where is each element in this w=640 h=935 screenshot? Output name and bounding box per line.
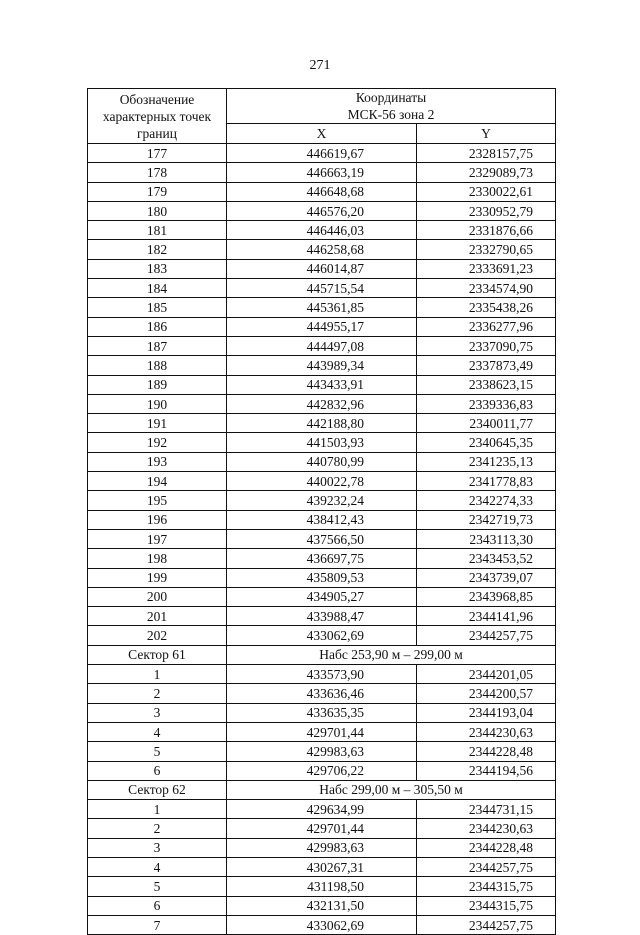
x-header: X (227, 124, 417, 144)
x-cell: 443433,91 (227, 375, 417, 394)
table-row (88, 201, 556, 220)
point-cell: 1 (88, 800, 227, 819)
table-row (88, 819, 556, 838)
y-cell: 2341235,13 (417, 452, 556, 471)
y-cell: 2337090,75 (417, 336, 556, 355)
table-row (88, 452, 556, 471)
y-cell: 2344731,15 (417, 800, 556, 819)
y-cell: 2333691,23 (417, 259, 556, 278)
table-row (88, 800, 556, 819)
sector-label: Сектор 61 (88, 645, 227, 664)
y-cell: 2330022,61 (417, 182, 556, 201)
x-cell: 446663,19 (227, 163, 417, 182)
point-cell: 190 (88, 394, 227, 413)
sector-altitude: Набс 299,00 м – 305,50 м (227, 780, 556, 799)
point-cell: 189 (88, 375, 227, 394)
y-cell: 2331876,66 (417, 221, 556, 240)
table-row (88, 838, 556, 857)
y-cell: 2343453,52 (417, 549, 556, 568)
y-cell: 2344228,48 (417, 742, 556, 761)
x-cell: 429701,44 (227, 722, 417, 741)
x-cell: 432131,50 (227, 896, 417, 915)
x-cell: 442832,96 (227, 394, 417, 413)
point-cell: 6 (88, 761, 227, 780)
y-cell: 2344315,75 (417, 896, 556, 915)
y-cell: 2344257,75 (417, 857, 556, 876)
x-cell: 433573,90 (227, 665, 417, 684)
coordinates-header (227, 89, 556, 124)
point-cell: 3 (88, 838, 227, 857)
sector-label: Сектор 62 (88, 780, 227, 799)
table-row (88, 761, 556, 780)
point-cell: 196 (88, 510, 227, 529)
x-cell: 441503,93 (227, 433, 417, 452)
point-cell: 200 (88, 587, 227, 606)
x-cell: 429634,99 (227, 800, 417, 819)
point-cell: 6 (88, 896, 227, 915)
point-cell: 5 (88, 742, 227, 761)
point-cell: 180 (88, 201, 227, 220)
y-cell: 2328157,75 (417, 144, 556, 163)
table-row (88, 915, 556, 934)
x-cell: 433062,69 (227, 915, 417, 934)
y-header: Y (417, 124, 556, 144)
sector-row (88, 780, 556, 799)
x-cell: 440780,99 (227, 452, 417, 471)
point-cell: 7 (88, 915, 227, 934)
point-cell: 2 (88, 819, 227, 838)
y-cell: 2344230,63 (417, 819, 556, 838)
point-cell: 184 (88, 279, 227, 298)
point-cell: 193 (88, 452, 227, 471)
point-cell: 181 (88, 221, 227, 240)
table-row (88, 240, 556, 259)
x-cell: 444497,08 (227, 336, 417, 355)
x-cell: 433988,47 (227, 607, 417, 626)
point-cell: 195 (88, 491, 227, 510)
x-cell: 429983,63 (227, 742, 417, 761)
x-cell: 446619,67 (227, 144, 417, 163)
table-row (88, 703, 556, 722)
table-row (88, 298, 556, 317)
table-row (88, 722, 556, 741)
y-cell: 2344141,96 (417, 607, 556, 626)
point-cell: 2 (88, 684, 227, 703)
x-cell: 436697,75 (227, 549, 417, 568)
table-row (88, 414, 556, 433)
table-row (88, 684, 556, 703)
sector-row (88, 645, 556, 664)
table-row (88, 375, 556, 394)
table-row (88, 317, 556, 336)
x-cell: 429701,44 (227, 819, 417, 838)
table-row (88, 587, 556, 606)
point-cell: 182 (88, 240, 227, 259)
point-cell: 178 (88, 163, 227, 182)
x-cell: 445361,85 (227, 298, 417, 317)
coordinate-system: МСК-56 зона 2 (347, 107, 435, 122)
point-cell: 186 (88, 317, 227, 336)
point-cell: 199 (88, 568, 227, 587)
point-cell: 192 (88, 433, 227, 452)
table-row (88, 510, 556, 529)
table-row (88, 336, 556, 355)
point-cell: 194 (88, 472, 227, 491)
table-row (88, 491, 556, 510)
point-cell: 4 (88, 722, 227, 741)
y-cell: 2344230,63 (417, 722, 556, 741)
y-cell: 2344194,56 (417, 761, 556, 780)
point-cell: 187 (88, 336, 227, 355)
table-row (88, 742, 556, 761)
point-cell: 188 (88, 356, 227, 375)
x-cell: 446258,68 (227, 240, 417, 259)
y-cell: 2344257,75 (417, 915, 556, 934)
x-cell: 434905,27 (227, 587, 417, 606)
y-cell: 2344315,75 (417, 877, 556, 896)
x-cell: 446648,68 (227, 182, 417, 201)
table-row (88, 356, 556, 375)
y-cell: 2340011,77 (417, 414, 556, 433)
x-cell: 444955,17 (227, 317, 417, 336)
table-row (88, 221, 556, 240)
x-cell: 446576,20 (227, 201, 417, 220)
table-row (88, 626, 556, 645)
page-number: 271 (309, 58, 331, 73)
y-cell: 2344257,75 (417, 626, 556, 645)
x-cell: 431198,50 (227, 877, 417, 896)
y-cell: 2342274,33 (417, 491, 556, 510)
y-cell: 2344200,57 (417, 684, 556, 703)
x-cell: 437566,50 (227, 529, 417, 548)
y-cell: 2342719,73 (417, 510, 556, 529)
table-row (88, 568, 556, 587)
x-cell: 430267,31 (227, 857, 417, 876)
sector-altitude: Набс 253,90 м – 299,00 м (227, 645, 556, 664)
y-cell: 2332790,65 (417, 240, 556, 259)
x-cell: 442188,80 (227, 414, 417, 433)
y-cell: 2338623,15 (417, 375, 556, 394)
y-cell: 2344228,48 (417, 838, 556, 857)
x-cell: 438412,43 (227, 510, 417, 529)
y-cell: 2337873,49 (417, 356, 556, 375)
y-cell: 2341778,83 (417, 472, 556, 491)
y-cell: 2339336,83 (417, 394, 556, 413)
point-cell: 177 (88, 144, 227, 163)
x-cell: 446014,87 (227, 259, 417, 278)
y-cell: 2343739,07 (417, 568, 556, 587)
point-cell: 183 (88, 259, 227, 278)
coordinates-title: Координаты (355, 90, 427, 105)
table-row (88, 529, 556, 548)
table-row (88, 857, 556, 876)
x-cell: 433635,35 (227, 703, 417, 722)
point-cell: 1 (88, 665, 227, 684)
y-cell: 2343968,85 (417, 587, 556, 606)
point-cell: 179 (88, 182, 227, 201)
x-cell: 446446,03 (227, 221, 417, 240)
table-row (88, 549, 556, 568)
point-cell: 3 (88, 703, 227, 722)
table-row (88, 433, 556, 452)
x-cell: 440022,78 (227, 472, 417, 491)
table-row (88, 144, 556, 163)
table-row (88, 259, 556, 278)
y-cell: 2334574,90 (417, 279, 556, 298)
table-row (88, 607, 556, 626)
x-cell: 443989,34 (227, 356, 417, 375)
table-row (88, 472, 556, 491)
point-cell: 5 (88, 877, 227, 896)
y-cell: 2330952,79 (417, 201, 556, 220)
coordinates-table (87, 88, 556, 935)
y-cell: 2335438,26 (417, 298, 556, 317)
table-row (88, 896, 556, 915)
y-cell: 2329089,73 (417, 163, 556, 182)
x-cell: 433062,69 (227, 626, 417, 645)
x-cell: 435809,53 (227, 568, 417, 587)
point-cell: 191 (88, 414, 227, 433)
x-cell: 439232,24 (227, 491, 417, 510)
point-cell: 202 (88, 626, 227, 645)
y-cell: 2343113,30 (417, 529, 556, 548)
x-cell: 445715,54 (227, 279, 417, 298)
designation-header: Обозначение характерных точек границ (88, 89, 227, 144)
y-cell: 2344193,04 (417, 703, 556, 722)
table-row (88, 163, 556, 182)
point-cell: 198 (88, 549, 227, 568)
table-row (88, 279, 556, 298)
x-cell: 429706,22 (227, 761, 417, 780)
x-cell: 429983,63 (227, 838, 417, 857)
table-row (88, 182, 556, 201)
y-cell: 2336277,96 (417, 317, 556, 336)
x-cell: 433636,46 (227, 684, 417, 703)
y-cell: 2340645,35 (417, 433, 556, 452)
point-cell: 201 (88, 607, 227, 626)
table-row (88, 665, 556, 684)
table-row (88, 394, 556, 413)
point-cell: 185 (88, 298, 227, 317)
point-cell: 197 (88, 529, 227, 548)
point-cell: 4 (88, 857, 227, 876)
y-cell: 2344201,05 (417, 665, 556, 684)
table-row (88, 877, 556, 896)
